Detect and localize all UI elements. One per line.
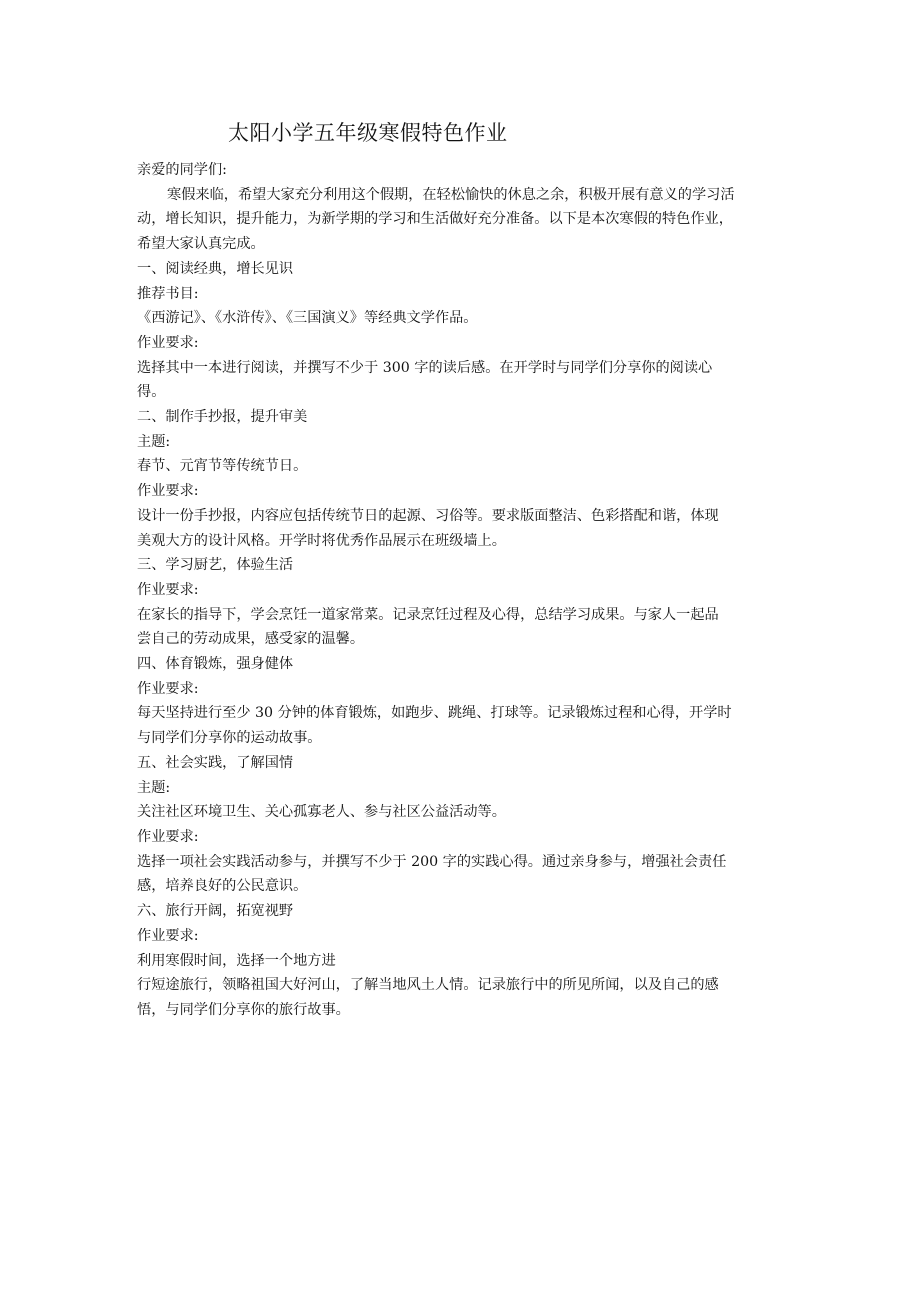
section-heading-cooking: 三、学习厨艺，体验生活 [137,557,294,574]
section-heading-reading: 一、阅读经典，增长见识 [137,260,294,277]
subheading-requirements: 作业要求: [137,680,199,697]
requirement-text: 选择一项社会实践活动参与，并撰写不少于 200 字的实践心得。通过亲身参与，增强社会责任 [137,853,727,870]
section-heading-poster: 二、制作手抄报，提升审美 [137,409,308,426]
requirement-text: 利用寒假时间，选择一个地方进 [137,952,336,969]
subheading-theme: 主题: [137,433,171,450]
requirement-text: 美观大方的设计风格。开学时将优秀作品展示在班级墙上。 [137,532,506,549]
document-body [137,158,797,1023]
subheading-requirements: 作业要求: [137,483,199,500]
section-heading-social-practice: 五、社会实践，了解国情 [137,754,294,771]
requirement-text: 与同学们分享你的运动故事。 [137,730,322,747]
greeting-line: 亲爱的同学们: [137,162,227,178]
requirement-text: 在家长的指导下，学会烹饪一道家常菜。记录烹饪过程及心得，总结学习成果。与家人一起品 [137,606,719,623]
section-heading-travel: 六、旅行开阔，拓宽视野 [137,903,294,920]
subheading-book-list: 推荐书目: [137,285,199,302]
subheading-requirements: 作业要求: [137,581,199,598]
requirement-text: 感，培养良好的公民意识。 [137,878,308,895]
intro-paragraph-line: 寒假来临，希望大家充分利用这个假期，在轻松愉快的休息之余，积极开展有意义的学习活 [167,186,735,203]
requirement-text: 行短途旅行，领略祖国大好河山，了解当地风土人情。记录旅行中的所见所闻，以及自己的感 [137,977,719,994]
section-heading-exercise: 四、体育锻炼，强身健体 [137,656,294,673]
subheading-requirements: 作业要求: [137,927,199,944]
subheading-theme: 主题: [137,779,171,796]
requirement-text: 选择其中一本进行阅读，并撰写不少于 300 字的读后感。在开学时与同学们分享你的阅读心 [137,359,713,376]
requirement-text: 每天坚持进行至少 30 分钟的体育锻炼，如跑步、跳绳、打球等。记录锻炼过程和心得，开学时 [137,705,732,722]
requirement-text: 得。 [137,384,166,401]
book-list-text: 《西游记》、《水浒传》、《三国演义》等经典文学作品。 [137,310,478,327]
requirement-text: 设计一份手抄报，内容应包括传统节日的起源、习俗等。要求版面整洁、色彩搭配和谐，体现 [137,507,719,524]
theme-text: 关注社区环境卫生、关心孤寡老人、参与社区公益活动等。 [137,804,506,821]
requirement-text: 悟，与同学们分享你的旅行故事。 [137,1001,350,1018]
subheading-requirements: 作业要求: [137,828,199,845]
theme-text: 春节、元宵节等传统节日。 [137,458,308,475]
subheading-requirements: 作业要求: [137,334,199,351]
document-title: 太阳小学五年级寒假特色作业 [228,121,508,145]
intro-paragraph-line: 动，增长知识，提升能力，为新学期的学习和生活做好充分准备。以下是本次寒假的特色作业， [137,211,733,228]
requirement-text: 尝自己的劳动成果，感受家的温馨。 [137,631,365,648]
intro-paragraph-line: 希望大家认真完成。 [137,236,265,253]
